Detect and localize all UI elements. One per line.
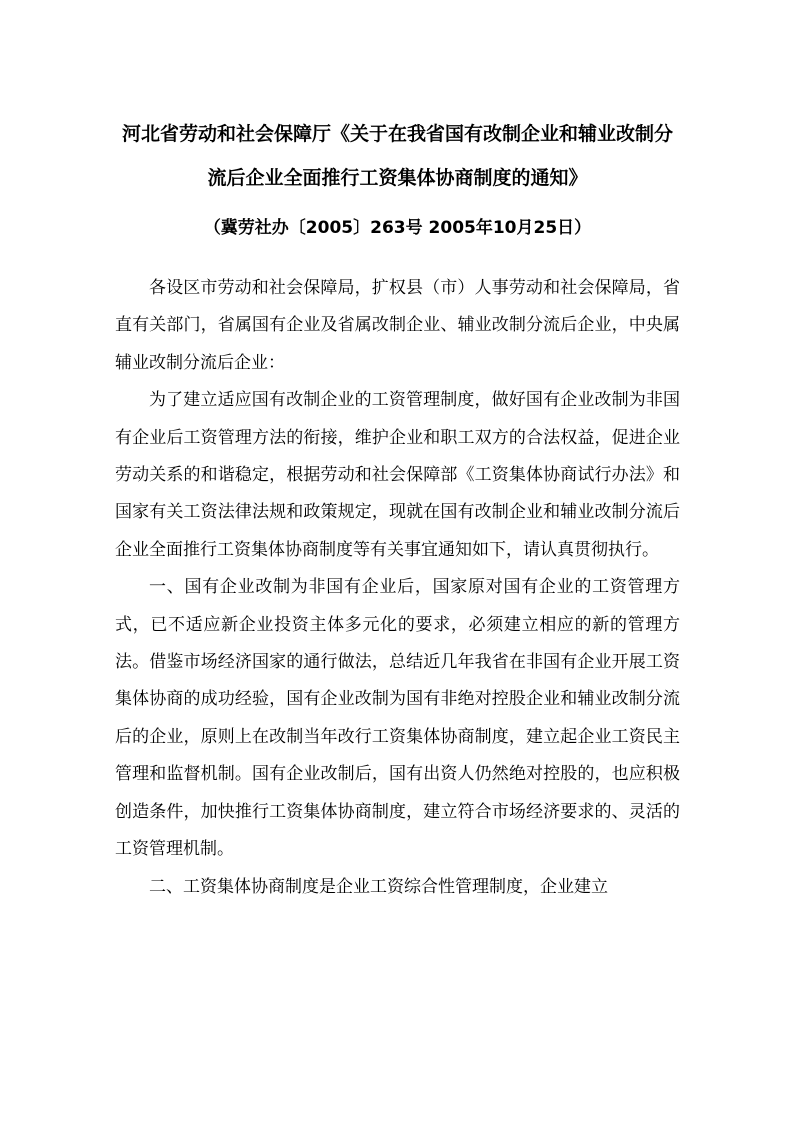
- body-paragraph-1: 一、国有企业改制为非国有企业后，国家原对国有企业的工资管理方式，已不适应新企业投资主体多元化的要求，必须建立相应的新的管理方法。借鉴市场经济国家的通行做法，总结近几年我省在非国有企业开展工资集体协商的成功经验，国有企业改制为国有非绝对控股企业和辅业改制分流后的企业，原则上在改制当年改行工资集体协商制度，建立起企业工资民主管理和监督机制。国有企业改制后，国有出资人仍然绝对控股的，也应积极创造条件，加快推行工资集体协商制度，建立符合市场经济要求的、灵活的工资管理机制。: [115, 577, 680, 860]
- body-paragraph-intro: 为了建立适应国有改制企业的工资管理制度，做好国有企业改制为非国有企业后工资管理方法的衔接，维护企业和职工双方的合法权益，促进企业劳动关系的和谐稳定，根据劳动和社会保障部《工资集体协商试行办法》和国家有关工资法律法规和政策规定，现就在国有改制企业和辅业改制分流后企业全面推行工资集体协商制度等有关事宜通知如下，请认真贯彻执行。: [115, 390, 680, 560]
- document-number: （冀劳社办〔2005〕263号 2005年10月25日）: [203, 218, 592, 238]
- body-paragraph-2: 二、工资集体协商制度是企业工资综合性管理制度，企业建立: [149, 876, 608, 897]
- document-body: [115, 270, 680, 906]
- salutation-paragraph: 各设区市劳动和社会保障局，扩权县（市）人事劳动和社会保障局，省直有关部门，省属国有企业及省属改制企业、辅业改制分流后企业，中央属辅业改制分流后企业：: [115, 278, 680, 373]
- document-title: 河北省劳动和社会保障厅《关于在我省国有改制企业和辅业改制分流后企业全面推行工资集体协商制度的通知》: [121, 123, 673, 189]
